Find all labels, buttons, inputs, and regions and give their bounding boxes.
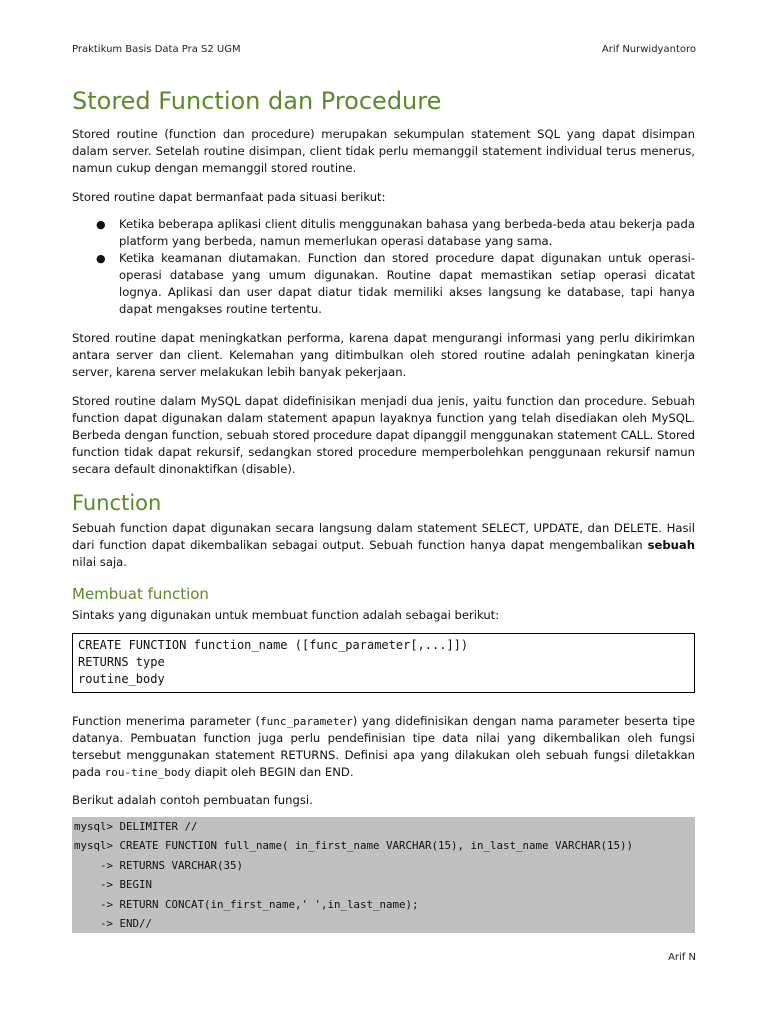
- list-item: ● Ketika keamanan diutamakan. Function dan stored procedure dapat digunakan untuk operasi-operasi database yang umum digunakan. Routine dapat memastikan setiap operasi dicatat lognya. Aplikasi dan user dapat diatur tidak memiliki akses langsung ke database, tapi hanya dapat mengakses routine tertentu.: [96, 251, 695, 316]
- function-paragraph: Sebuah function dapat digunakan secara langsung dalam statement SELECT, UPDATE, dan DELETE. Hasil dari function dapat dikembalikan sebagai output. Sebuah function hanya dapat mengembalikan sebuah nilai saja.: [72, 521, 695, 569]
- benefits-list: [72, 216, 695, 318]
- intro-paragraph-2: Stored routine dapat bermanfaat pada situasi berikut:: [72, 190, 386, 204]
- section-heading-function: Function: [72, 491, 162, 515]
- syntax-intro: Sintaks yang digunakan untuk membuat function adalah sebagai berikut:: [72, 608, 500, 622]
- list-item: ● Ketika beberapa aplikasi client ditulis menggunakan bahasa yang berbeda-beda atau bekerja pada platform yang berbeda, namun memerlukan operasi database yang sama.: [96, 217, 695, 248]
- header-course: Praktikum Basis Data Pra S2 UGM: [72, 44, 241, 55]
- header-author: Arif Nurwidyantoro: [601, 44, 696, 55]
- page-title: Stored Function dan Procedure: [72, 87, 442, 115]
- parameter-description: Function menerima parameter (func_parameter) yang didefinisikan dengan nama parameter beserta tipe datanya. Pembuatan function juga perlu pendefinisian tipe data nilai yang dikembalikan oleh fungsi tersebut menggunakan statement RETURNS. Definisi apa yang dilakukan oleh sebuah fungsi diletakkan pada rou-tine_body diapit oleh BEGIN dan END.: [72, 714, 695, 779]
- syntax-code-block: CREATE FUNCTION function_name ([func_parameter[,...]]) RETURNS type routine_body: [72, 633, 695, 693]
- bullet-icon: ●: [96, 218, 106, 231]
- intro-paragraph-3: Stored routine dapat meningkatkan performa, karena dapat mengurangi informasi yang perlu dikirimkan antara server dan client. Kelemahan yang ditimbulkan oleh stored routine adalah peningkatan kinerja server, karena server melakukan lebih banyak pekerjaan.: [72, 331, 695, 379]
- intro-paragraph-4: Stored routine dalam MySQL dapat didefinisikan menjadi dua jenis, yaitu function dan procedure. Sebuah function dapat digunakan dalam statement apapun layaknya function yang telah disediakan oleh MySQL. Berbeda dengan function, sebuah stored procedure dapat dipanggil menggunakan statement CALL. Stored function tidak dapat rekursif, sedangkan stored procedure memperbolehkan penggunaan rekursif namun secara default dinonaktifkan (disable).: [72, 394, 695, 476]
- main-content: [72, 84, 695, 933]
- footer-author: Arif N: [668, 952, 696, 963]
- bullet-icon: ●: [96, 252, 106, 265]
- mysql-console-example: mysql> DELIMITER // mysql> CREATE FUNCTION full_name( in_first_name VARCHAR(15), in_last_name VARCHAR(15)) -> RETURNS VARCHAR(35) -> BEGIN -> RETURN CONCAT(in_first_name,' ',in_last_name); -> END//: [72, 817, 695, 933]
- intro-paragraph-1: Stored routine (function dan procedure) merupakan sekumpulan statement SQL yang dapat disimpan dalam server. Setelah routine disimpan, client tidak perlu memanggil statement individual terus menerus, namun cukup dengan memanggil stored routine.: [72, 127, 695, 175]
- subsection-heading: Membuat function: [72, 585, 209, 603]
- example-intro: Berikut adalah contoh pembuatan fungsi.: [72, 793, 313, 807]
